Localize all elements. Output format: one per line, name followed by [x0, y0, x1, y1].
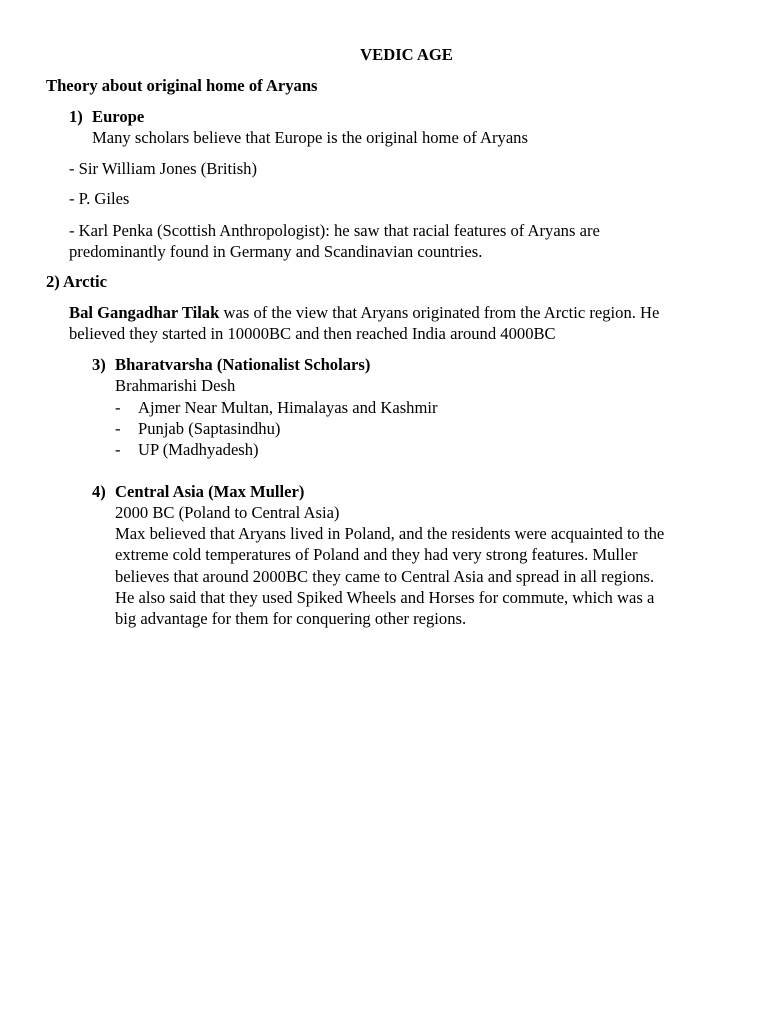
section-3-title: Bharatvarsha (Nationalist Scholars) [115, 355, 371, 374]
bullet-text: UP (Madhyadesh) [138, 440, 259, 459]
section-1-number: 1) [69, 107, 83, 126]
bullet-item [115, 418, 280, 439]
section-2-line-1 [69, 302, 659, 323]
bullet-marker: - [115, 398, 121, 417]
karl-penka-line-2: predominantly found in Germany and Scandinavian countries. [69, 242, 483, 261]
section-3-heading [92, 354, 370, 375]
bullet-text: Punjab (Saptasindhu) [138, 419, 281, 438]
document-title: VEDIC AGE [360, 45, 453, 64]
list-item: - Sir William Jones (British) [69, 159, 258, 178]
section-2-line-1-text: was of the view that Aryans originated from the Arctic region. He [219, 303, 660, 322]
paragraph-line: believes that around 2000BC they came to Central Asia and spread in all regions. [115, 567, 655, 586]
section-2-person: Bal Gangadhar Tilak [69, 303, 220, 322]
section-2-line-2: believed they started in 10000BC and then reached India around 4000BC [69, 324, 556, 343]
section-1-text: Many scholars believe that Europe is the original home of Aryans [92, 128, 528, 147]
bullet-marker: - [115, 419, 121, 438]
section-2-heading: 2) Arctic [46, 272, 107, 291]
paragraph-line: big advantage for them for conquering other regions. [115, 609, 467, 628]
section-1-title: Europe [92, 107, 145, 126]
bullet-marker: - [115, 440, 121, 459]
section-4-sub: 2000 BC (Poland to Central Asia) [115, 503, 340, 522]
karl-penka-line-1: - Karl Penka (Scottish Anthropologist): he saw that racial features of Aryans are [69, 221, 600, 240]
list-item: - P. Giles [69, 189, 130, 208]
section-1-heading [69, 106, 144, 127]
bullet-item [115, 439, 259, 460]
section-subtitle: Theory about original home of Aryans [46, 76, 318, 95]
section-3-sub: Brahmarishi Desh [115, 376, 236, 395]
paragraph-line: extreme cold temperatures of Poland and they had very strong features. Muller [115, 545, 638, 564]
bullet-text: Ajmer Near Multan, Himalayas and Kashmir [138, 398, 438, 417]
section-3-number: 3) [92, 355, 106, 374]
paragraph-line: Max believed that Aryans lived in Poland, and the residents were acquainted to the [115, 524, 665, 543]
section-4-title: Central Asia (Max Muller) [115, 482, 305, 501]
bullet-item [115, 397, 438, 418]
section-4-number: 4) [92, 482, 106, 501]
section-4-heading [92, 481, 304, 502]
paragraph-line: He also said that they used Spiked Wheels and Horses for commute, which was a [115, 588, 655, 607]
